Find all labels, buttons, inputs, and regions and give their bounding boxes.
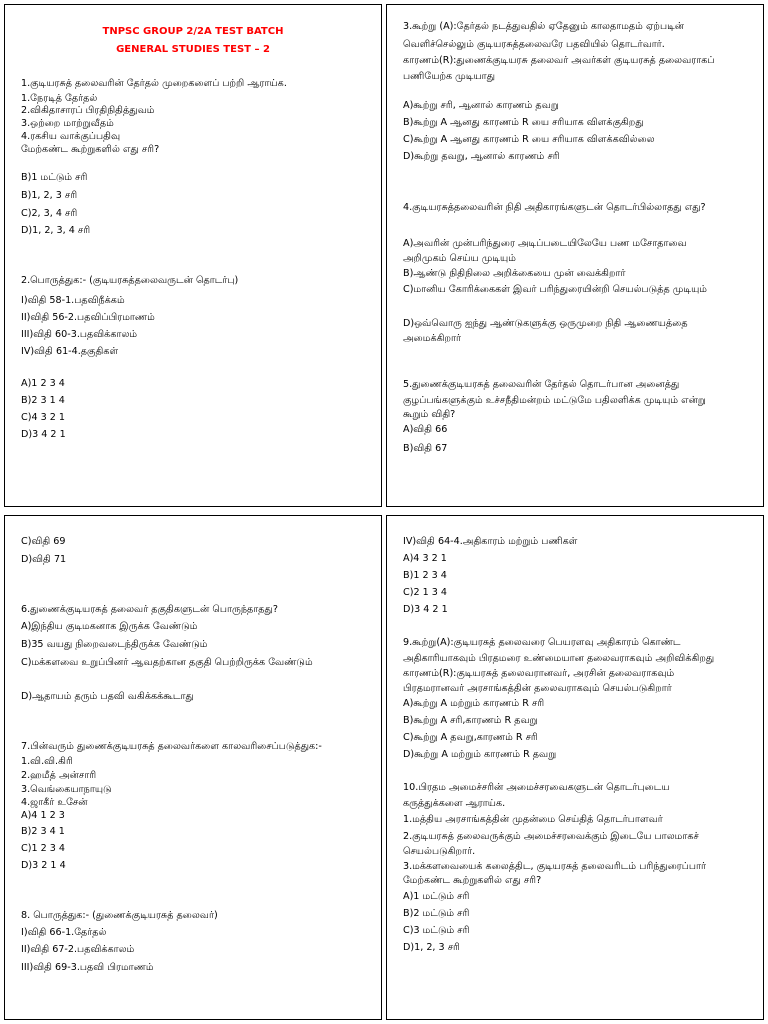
option: B)1, 2, 3 சரி	[21, 190, 78, 201]
question-9-text: 9.கூற்று(A):குடியரசுத் தலைவரை பெயரளவு அதிகாரம் கொண்ட	[403, 637, 681, 648]
page-panel-1	[4, 4, 382, 507]
match-item: IV)விதி 64-4.அதிகாரம் மற்றும் பணிகள்	[403, 536, 578, 547]
page-panel-3	[4, 515, 382, 1020]
statement: 3.ஒற்றை மாற்றுவீதம்	[21, 118, 114, 129]
option: D)கூற்று தவறு, ஆனால் காரணம் சரி	[403, 151, 560, 162]
option: C)4 3 2 1	[21, 412, 66, 423]
list-item: 2.ஹமீத் அன்சாரி	[21, 770, 97, 781]
option: C)2 1 3 4	[403, 587, 448, 598]
reason-text-line: பிரதமரானவர் அரசாங்கத்தின் தலைவராகவும் செயல்படுகிறார்	[403, 683, 672, 694]
option: A)விதி 66	[403, 424, 448, 435]
question-3-text: 3.கூற்று (A):தேர்தல் நடத்துவதில் ஏதேனும் காலதாமதம் ஏற்படின்	[403, 21, 685, 32]
question-1-text: 1.குடியரசுத் தலைவரின் தேர்தல் முறைகளைப் பற்றி ஆராய்க.	[21, 78, 287, 89]
question-8-text: 8. பொருத்துக:- (துணைக்குடியரசுத் தலைவர்)	[21, 910, 218, 921]
option-line: அமைக்கிறார்	[403, 333, 462, 344]
option: A)1 2 3 4	[21, 378, 65, 389]
reason-text-line: பணியேற்க முடியாது	[403, 71, 496, 82]
question-5-text: 5.துணைக்குடியரசுத் தலைவரின் தேர்தல் தொடர்பான அனைத்து	[403, 379, 680, 390]
option: D)ஒவ்வொரு ஐந்து ஆண்டுகளுக்கு ஒருமுறை நிதி ஆணையத்தை	[403, 318, 688, 329]
reason-text: காரணம்(R):துணைக்குடியரசு தலைவர் அவர்கள் குடியரசுத் தலைவராகப்	[403, 55, 715, 66]
option: C)விதி 69	[21, 536, 66, 547]
option-line: அறிமுகம் செய்ய முடியும்	[403, 253, 516, 264]
list-item: 4.ஜாகீர் உசேன்	[21, 797, 88, 808]
option: B)1 மட்டும் சரி	[21, 172, 88, 183]
question-10-text: 10.பிரதம அமைச்சரின் அமைச்சரவைகளுடன் தொடர்புடைய	[403, 782, 670, 793]
question-2-text: 2.பொருத்துக:- (குடியரசுத்தலைவருடன் தொடர்பு)	[21, 275, 239, 286]
option: C)மக்களவை உறுப்பினர் ஆவதற்கான தகுதி பெற்றிருக்க வேண்டும்	[21, 657, 313, 668]
test-batch-title: TNPSC GROUP 2/2A TEST BATCH	[102, 26, 284, 37]
option: B)2 மட்டும் சரி	[403, 908, 470, 919]
option: C)2, 3, 4 சரி	[21, 208, 78, 219]
option: D)1, 2, 3 சரி	[403, 942, 460, 953]
option: B)கூற்று A ஆனது காரணம் R யை சரியாக விளக்குகிறது	[403, 117, 644, 128]
list-item: 3.வெங்கையாநாயுடு	[21, 784, 112, 795]
test-subtitle: GENERAL STUDIES TEST – 2	[116, 44, 270, 55]
statement: 3.மக்களவையைக் கலைத்திட, குடியரசுத் தலைவரிடம் பரிந்துரைப்பார்	[403, 861, 707, 872]
option: D)3 2 1 4	[21, 860, 66, 871]
match-item: III)விதி 69-3.பதவி பிரமாணம்	[21, 962, 154, 973]
question-text-line: கருத்துக்களை ஆராய்க.	[403, 798, 506, 809]
option: A)1 மட்டும் சரி	[403, 891, 470, 902]
option: C)கூற்று A ஆனது காரணம் R யை சரியாக விளக்கவில்லை	[403, 134, 655, 145]
option: B)கூற்று A சரி,காரணம் R தவறு	[403, 715, 538, 726]
option: C)மானிய கோரிக்கைகள் இவர் பரிந்துரையின்றி செயல்படுத்த முடியும்	[403, 284, 708, 295]
option: B)35 வயது நிறைவடைந்திருக்க வேண்டும்	[21, 639, 208, 650]
question-text-line: அதிகாரியாகவும் பிரதமரை உண்மையான தலைவராகவும் அறிவிக்கிறது	[403, 653, 715, 664]
statement: 4.ரகசிய வாக்குப்பதிவு	[21, 131, 121, 142]
option: D)கூற்று A மற்றும் காரணம் R தவறு	[403, 749, 557, 760]
option: A)4 1 2 3	[21, 810, 65, 821]
question-text-line: குழப்பங்களுக்கும் உச்சநீதிமன்றம் மட்டுமே பதிலளிக்க முடியும் என்று	[403, 395, 706, 406]
statement: 1.நேரடித் தேர்தல்	[21, 93, 98, 104]
option: D)3 4 2 1	[21, 429, 66, 440]
option: A)கூற்று A மற்றும் காரணம் R சரி	[403, 698, 545, 709]
page-panel-2	[386, 4, 764, 507]
question-4-text: 4.குடியரசுத்தலைவரின் நிதி அதிகாரங்களுடன் தொடர்பில்லாதது எது?	[403, 202, 706, 213]
question-prompt: மேற்கண்ட கூற்றுகளில் எது சரி?	[403, 875, 542, 886]
option: A)4 3 2 1	[403, 553, 447, 564]
option: A)கூற்று சரி, ஆனால் காரணம் தவறு	[403, 100, 559, 111]
match-item: I)விதி 66-1.தேர்தல்	[21, 927, 107, 938]
option: B)2 3 1 4	[21, 395, 65, 406]
match-item: I)விதி 58-1.பதவிநீக்கம்	[21, 295, 125, 306]
list-item: 1.வி.வி.கிரி	[21, 756, 73, 767]
option: D)3 4 2 1	[403, 604, 448, 615]
match-item: III)விதி 60-3.பதவிக்காலம்	[21, 329, 138, 340]
statement: 2.குடியரசுத் தலைவருக்கும் அமைச்சரவைக்கும் இடையே பாலமாகச்	[403, 831, 699, 842]
option: B)2 3 4 1	[21, 826, 65, 837]
page-panel-4	[386, 515, 764, 1020]
reason-text: காரணம்(R):குடியரசுத் தலைவரானவர், அரசின் தலைவராகவும்	[403, 668, 675, 679]
option: D)விதி 71	[21, 554, 67, 565]
option: A)இந்திய குடிமகனாக இருக்க வேண்டும்	[21, 621, 198, 632]
option: D)ஆதாயம் தரும் பதவி வகிக்கக்கூடாது	[21, 691, 194, 702]
statement-line: செயல்படுகிறார்.	[403, 846, 476, 857]
statement: 2.விகிதாசாரப் பிரதிநிதித்துவம்	[21, 105, 155, 116]
question-text-line: வெளிச்செல்லும் குடியரசுத்தலைவரே பதவியில் தொடர்வார்.	[403, 39, 665, 50]
statement: 1.மத்திய அரசாங்கத்தின் முதன்மை செய்தித் தொடர்பாளவர்	[403, 814, 663, 825]
option: C)கூற்று A தவறு,காரணம் R சரி	[403, 732, 538, 743]
question-6-text: 6.துணைக்குடியரசுத் தலைவர் தகுதிகளுடன் பொருந்தாதது?	[21, 604, 278, 615]
option: D)1, 2, 3, 4 சரி	[21, 225, 91, 236]
option: B)1 2 3 4	[403, 570, 447, 581]
question-text-line: கூறும் விதி?	[403, 409, 456, 420]
match-item: II)விதி 56-2.பதவிப்பிரமாணம்	[21, 312, 155, 323]
match-item: IV)விதி 61-4.தகுதிகள்	[21, 346, 119, 357]
question-prompt: மேற்கண்ட கூற்றுகளில் எது சரி?	[21, 144, 160, 155]
option: B)விதி 67	[403, 443, 448, 454]
match-item: II)விதி 67-2.பதவிக்காலம்	[21, 944, 135, 955]
option: B)ஆண்டு நிதிநிலை அறிக்கையை முன் வைக்கிறார்	[403, 268, 626, 279]
question-7-text: 7.பின்வரும் துணைக்குடியரசுத் தலைவர்களை காலவரிசைப்படுத்துக:-	[21, 741, 322, 752]
option: C)3 மட்டும் சரி	[403, 925, 470, 936]
option: A)அவரின் முன்பரிந்துரை அடிப்படையிலேயே பண மசோதாவை	[403, 238, 687, 249]
option: C)1 2 3 4	[21, 843, 66, 854]
